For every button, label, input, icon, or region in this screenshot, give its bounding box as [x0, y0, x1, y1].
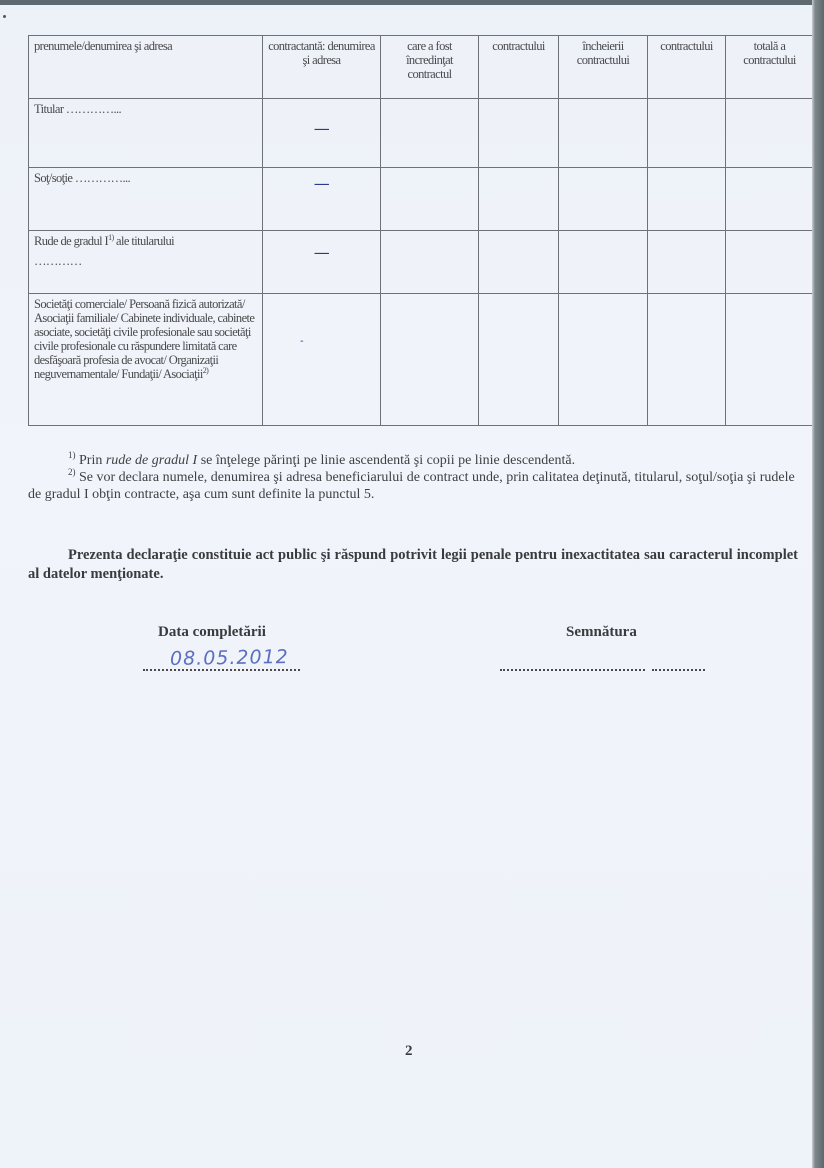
table-cell: [381, 231, 479, 294]
signature-dotted-line: [652, 669, 705, 671]
document-page: [0, 5, 812, 1168]
row-label: Titular …………...: [29, 99, 263, 168]
table-cell: [479, 168, 559, 231]
table-cell: [381, 99, 479, 168]
scan-border-right: [812, 0, 824, 1168]
footnote-text: Prin: [75, 453, 106, 468]
row-label: Soţ/soţie …………...: [29, 168, 263, 231]
table-row: [29, 168, 814, 231]
footnote-ref: 2): [202, 366, 209, 375]
row-label-suffix: ale titularului: [113, 234, 175, 248]
row-label-text: Rude de gradul I: [34, 234, 109, 248]
footnote-1: [28, 452, 800, 469]
table-cell: [479, 294, 559, 426]
row-label: [29, 294, 263, 426]
handwritten-dash: -: [299, 336, 303, 347]
table-cell: [559, 231, 648, 294]
table-cell: [648, 168, 726, 231]
date-value: 08.05.2012: [169, 645, 289, 671]
table-cell: [263, 294, 381, 426]
footnote-2: [28, 469, 800, 503]
table-cell: [263, 231, 381, 294]
footnote-text: se înţelege părinţi pe linie ascendentă şi copii pe linie descendentă.: [197, 453, 576, 468]
footnote-marker: 1): [68, 450, 76, 460]
header-cell: care a fost încredinţat contractul: [381, 36, 479, 99]
footnote-italic: rude de gradul I: [105, 453, 198, 468]
declaration-statement: Prezenta declaraţie constituie act public şi răspund potrivit legii penale pentru inexactitatea sau caracterul incomplet al datelor menţionate.: [28, 547, 798, 582]
footnote-ref: 1): [108, 233, 114, 242]
table-cell: [479, 231, 559, 294]
table-cell: [648, 294, 726, 426]
table-row: [29, 99, 814, 168]
table-cell: [726, 99, 814, 168]
header-cell: prenumele/denumirea şi adresa: [29, 36, 263, 99]
table-cell: [726, 294, 814, 426]
table-cell: [559, 168, 648, 231]
date-label: Data completării: [158, 624, 266, 640]
table-cell: [726, 168, 814, 231]
table-cell: [559, 294, 648, 426]
header-cell: încheierii contractului: [559, 36, 648, 99]
footnote-text: Se vor declara numele, denumirea şi adresa beneficiarului de contract unde, prin calitatea deţinută, titularul, soţul/soţia şi rudele de gradul I obţin contracte, aşa cum sunt definite la punctul 5.: [28, 470, 795, 502]
footnote-marker: 2): [68, 467, 76, 477]
date-dotted-line: [143, 669, 300, 671]
table-cell: [648, 99, 726, 168]
header-cell: contractului: [648, 36, 726, 99]
table-cell: [648, 231, 726, 294]
handwritten-dash: —: [313, 243, 330, 262]
row-label: [29, 231, 263, 294]
speck: [3, 15, 6, 18]
signature-label: Semnătura: [566, 624, 637, 640]
table-cell: [381, 294, 479, 426]
table-row: [29, 231, 814, 294]
signature-dotted-line: [500, 669, 645, 671]
table-cell: [559, 99, 648, 168]
row-label-text: Societăţi comerciale/ Persoană fizică autorizată/ Asociaţii familiale/ Cabinete individuale, cabinete asociate, societăţi civile profesionale sau societăţi civile profesionale cu răspundere limitată care desfăşoară profesia de avocat/ Organizaţii neguvernamentale/ Fundaţii/ Asociaţii: [34, 297, 255, 381]
table-cell: [479, 99, 559, 168]
table-cell: [263, 99, 381, 168]
table-cell: [263, 168, 381, 231]
header-cell: totală a contractului: [726, 36, 814, 99]
table-cell: [726, 231, 814, 294]
page-number: 2: [405, 1043, 413, 1059]
handwritten-dash: —: [313, 174, 330, 193]
header-cell: contractantă: denumirea şi adresa: [263, 36, 381, 99]
header-cell: contractului: [479, 36, 559, 99]
contracts-table: [28, 35, 814, 426]
fill-dots: …………: [34, 254, 82, 268]
table-row: [29, 294, 814, 426]
table-cell: [381, 168, 479, 231]
handwritten-dash: —: [313, 119, 330, 138]
table-header-row: [29, 36, 814, 99]
